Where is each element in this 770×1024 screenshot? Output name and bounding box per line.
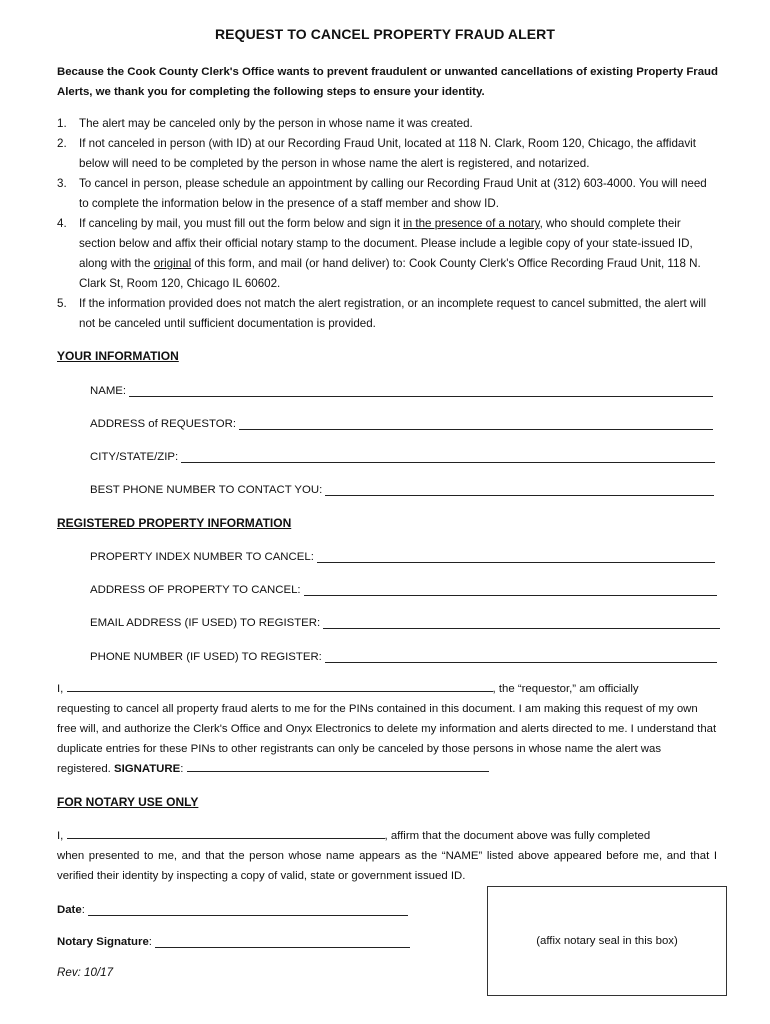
notary-seal-instruction: (affix notary seal in this box) (536, 935, 678, 947)
notary-seal-box[interactable] (487, 886, 727, 996)
contact-phone-field[interactable]: BEST PHONE NUMBER TO CONTACT YOU: (90, 483, 714, 496)
requestor-name-line[interactable] (67, 680, 493, 692)
instruction-list (57, 114, 717, 334)
property-information-heading: REGISTERED PROPERTY INFORMATION (57, 516, 292, 530)
list-item: 2. If not canceled in person (with ID) at our Recording Fraud Unit, located at 118 N. Clark, Room 120, Chicago, the affidavit below will need to be completed by the person in whose name the alert is registered, and notarized. (57, 137, 696, 170)
name-field[interactable]: NAME: (90, 384, 713, 397)
your-information-heading: YOUR INFORMATION (57, 349, 179, 363)
notary-name-line[interactable] (67, 827, 385, 839)
list-item: 4. If canceling by mail, you must fill out the form below and sign it in the presence of a notary, who should complete their section below and affix their official notary stamp to the document. Please include a legible copy of your state-issued ID, along with the original of this form, and mail (or hand deliver) to: Cook County Clerk's Office Recording Fraud Unit, 118 N. Clark St, Room 120, Chicago IL 60602. (57, 217, 701, 290)
list-item: 1. The alert may be canceled only by the person in whose name it was created. (57, 117, 473, 130)
requestor-signature-line[interactable] (187, 760, 489, 772)
notary-signature-field[interactable]: Notary Signature: (57, 935, 410, 948)
notary-heading: FOR NOTARY USE ONLY (57, 795, 199, 809)
notary-date-field[interactable]: Date: (57, 903, 408, 916)
email-field[interactable]: EMAIL ADDRESS (IF USED) TO REGISTER: (90, 616, 720, 629)
register-phone-field[interactable]: PHONE NUMBER (IF USED) TO REGISTER: (90, 650, 717, 663)
requestor-address-field[interactable]: ADDRESS of REQUESTOR: (90, 417, 713, 430)
list-item: 5. If the information provided does not match the alert registration, or an incomplete request to cancel submitted, the alert will not be canceled until sufficient documentation is provided. (57, 297, 707, 330)
notary-statement: I, , affirm that the document above was fully completed when presented to me, and that the person whose name appears as the “NAME” listed above appeared before me, and that I verified their identity by inspecting a copy of valid, state or government issued ID. (57, 826, 717, 886)
requestor-statement: I, , the “requestor,” am officially requesting to cancel all property fraud alerts to me for the PINs contained in this document. I am making this request of my own free will, and authorize the Clerk's Office and Onyx Electronics to delete my information and alerts directed to me. I understand that duplicate entries for these PINs to other registrants can only be canceled by those persons in whose name the alert was registered. SIGNATURE: (57, 679, 717, 779)
property-address-field[interactable]: ADDRESS OF PROPERTY TO CANCEL: (90, 583, 717, 596)
intro-text: Because the Cook County Clerk's Office wants to prevent fraudulent or unwanted cancellations of existing Property Fraud Alerts, we thank you for completing the following steps to ensure your identity. (57, 66, 718, 98)
page-title: REQUEST TO CANCEL PROPERTY FRAUD ALERT (214, 26, 556, 42)
revision-label: Rev: 10/17 (57, 966, 114, 979)
list-item: 3. To cancel in person, please schedule an appointment by calling our Recording Fraud Unit at (312) 603-4000. You will need to complete the information below in the presence of a staff member and show ID. (57, 177, 707, 210)
city-state-zip-field[interactable]: CITY/STATE/ZIP: (90, 450, 715, 463)
pin-field[interactable]: PROPERTY INDEX NUMBER TO CANCEL: (90, 550, 715, 563)
